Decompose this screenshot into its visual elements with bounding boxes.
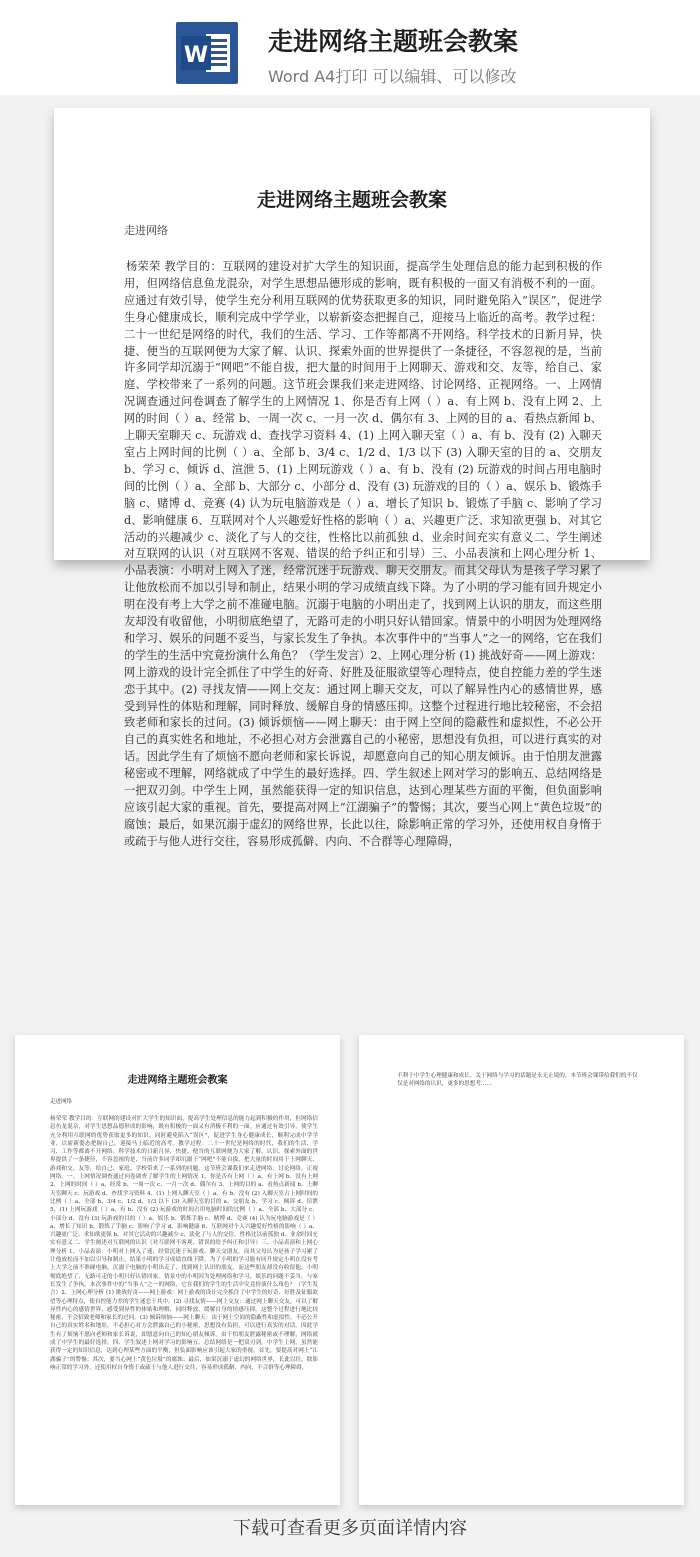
thumbnail-continuation-text: 不利于中学生心理健康和成长。关于网络与学习的话题是永无止境的，本节班会课带给我们的不仅仅是对网络的认识，更多的思想考……: [397, 1073, 638, 1088]
document-title: 走进网络主题班会教案: [256, 189, 447, 211]
page-thumbnail-2[interactable]: [359, 1035, 684, 1505]
word-icon-letter: W: [183, 43, 209, 68]
header-banner: [0, 0, 700, 95]
header-title: 走进网络主题班会教案: [268, 27, 519, 56]
document-body-text: 杨荣荣 教学目的：互联网的建设对扩大学生的知识面，提高学生处理信息的能力起到积极的作用，但网络信息鱼龙混杂，对学生思想品德形成的影响，既有积极的一面又有消极不利的一面。应通过有效引导，使学生充分利用互联网的优势获取更多的知识，同时避免陷入“误区”，促进学生身心健康成长，顺利完成中学学业，以崭新姿态把握自己，迎接马上临近的高考。教学过程：二十一世纪是网络的时代，我们的生活、学习、工作等都离不开网络。科学技术的日新月异，快捷、便当的互联网便为大家了解、认识、探索外面的世界提供了一条捷径，不容忽视的是，当前许多同学却沉溺于“网吧”不能自拔，把大量的时间用于上网聊天、游戏和交、友等，给自己、家庭、学校带来了一系列的问题。这节班会课我们来走进网络、讨论网络、正视网络。一、上网情况调查通过问卷调查了解学生的上网情况 1、你是否有上网（ ）a、有上网 b、没有上网 2、上网的时间（ ）a、经常 b、一周一次 c、一月一次 d、偶尔有 3、上网的目的 a、看热点新闻 b、上聊天室聊天 c、玩游戏 d、查找学习资料 4、(1) 上网入聊天室（ ）a、有 b、没有 (2) 入聊天室占上网时间的比例（ ）a、全部 b、3/4 c、1/2 d、1/3 以下 (3) 入聊天室的目的 a、交朋友 b、学习 c、倾诉 d、渲泄 5、(1) 上网玩游戏（ ）a、有 b、没有 (2) 玩游戏的时间占用电脑时间的比例（ ）a、全部 b、大部分 c、小部分 d、没有 (3) 玩游戏的目的（ ）a、娱乐 b、锻炼手脑 c、赌博 d、竞赛 (4) 认为玩电脑游戏是（ ）a、增长了知识 b、锻炼了手脑 c、影响了学习 d、影响健康 6、互联网对个人兴趣爱好性格的影响（ ）a、兴趣更广泛、求知欲更强 b、对其它活动的兴趣减少 c、淡化了与人的交往，性格比以前孤独 d、业余时间充实有意义二、学生阐述对互联网的认识（对互联网不客观、错误的给予纠正和引导）三、小品表演和上网心理分析 1、小品表演：小明对上网入了迷，经常沉迷于玩游戏、聊天交朋友。而其父母认为是孩子学习累了让他放松而不加以引导和制止，结果小明的学习成绩直线下降。为了小明的学习能有回升规定小明在没有考上大学之前不准碰电脑。沉溺于电脑的小明出走了，找到网上认识的朋友，而这些朋友却没有收留他，小明彻底绝望了，无路可走的小明只好认错回家。情景中的小明因为处理网络和学习、娱乐的问题不妥当，与家长发生了争执。本次事件中的“当事人”之一的网络，它在我们的学生的生活中究竟扮演什么角色？（学生发言）2、上网心理分析 (1) 挑战好奇——网上游戏：网上游戏的设计完全抓住了中学生的好奇、好胜及征服欲望等心理特点，使自控能力差的学生迷恋于其中。(2) 寻找友情——网上交友：通过网上聊天交友，可以了解异性内心的感情世界，感受到异性的体贴和理解，同时释放、缓解自身的情感压抑。这整个过程进行地比较秘密，不会招致老师和家长的过问。(3) 倾诉烦恼——网上聊天：由于网上空间的隐蔽性和虚拟性，不必公开自己的真实姓名和地址，不必担心对方会泄露自己的小秘密，思想没有负担，可以进行真实的对话。因此学生有了烦恼不愿向老师和家长诉说，却愿意向自己的知心朋友倾诉。由于怕朋友泄露秘密或不理解，网络就成了中学生的最好选择。四、学生叙述上网对学习的影响五、总结网络是一把双刃剑。中学生上网，虽然能获得一定的知识信息，达到心理某些方面的平衡，但负面影响应该引起大家的重视。首先，要提高对网上“江湖骗子”的警惕；其次，要当心网上“黄色垃圾”的腐蚀；最后，如果沉溺于虚幻的网络世界，长此以往，除影响正常的学习外，还使用权自身惰于或疏于与他人进行交往，容易形成孤僻、内向、不合群等心理障碍，: [124, 260, 602, 848]
thumbnail-body-text: 杨荣荣 教学目的：互联网的建设对扩大学生的知识面，提高学生处理信息的能力起到积极的作用，但网络信息鱼龙混杂，对学生思想品德形成的影响，既有积极的一面又有消极不利的一面。应通过有效引导，使学生充分利用互联网的优势获取更多的知识，同时避免陷入“误区”，促进学生身心健康成长，顺利完成中学学业，以崭新姿态把握自己，迎接马上临近的高考。教学过程：二十一世纪是网络的时代，我们的生活、学习、工作等都离不开网络。科学技术的日新月异，快捷、便当的互联网便为大家了解、认识、探索外面的世界提供了一条捷径，不容忽视的是，当前许多同学却沉溺于“网吧”不能自拔，把大量的时间用于上网聊天、游戏和交、友等，给自己、家庭、学校带来了一系列的问题。这节班会课我们来走进网络、讨论网络、正视网络。一、上网情况调查通过问卷调查了解学生的上网情况 1、你是否有上网（ ）a、有上网 b、没有上网 2、上网的时间（ ）a、经常 b、一周一次 c、一月一次 d、偶尔有 3、上网的目的 a、看热点新闻 b、上聊天室聊天 c、玩游戏 d、查找学习资料 4、(1) 上网入聊天室（ ）a、有 b、没有 (2) 入聊天室占上网时间的比例（ ）a、全部 b、3/4 c、1/2 d、1/3 以下 (3) 入聊天室的目的 a、交朋友 b、学习 c、倾诉 d、渲泄 5、(1) 上网玩游戏（ ）a、有 b、没有 (2) 玩游戏的时间占用电脑时间的比例（ ）a、全部 b、大部分 c、小部分 d、没有 (3) 玩游戏的目的（ ）a、娱乐 b、锻炼手脑 c、赌博 d、竞赛 (4) 认为玩电脑游戏是（ ）a、增长了知识 b、锻炼了手脑 c、影响了学习 d、影响健康 6、互联网对个人兴趣爱好性格的影响（ ）a、兴趣更广泛、求知欲更强 b、对其它活动的兴趣减少 c、淡化了与人的交往，性格比以前孤独 d、业余时间充实有意义二、学生阐述对互联网的认识（对互联网不客观、错误的给予纠正和引导）三、小品表演和上网心理分析 1、小品表演：小明对上网入了迷，经常沉迷于玩游戏、聊天交朋友。而其父母认为是孩子学习累了让他放松而不加以引导和制止，结果小明的学习成绩直线下降。为了小明的学习能有回升规定小明在没有考上大学之前不准碰电脑。沉溺于电脑的小明出走了，找到网上认识的朋友，而这些朋友却没有收留他，小明彻底绝望了，无路可走的小明只好认错回家。情景中的小明因为处理网络和学习、娱乐的问题不妥当，与家长发生了争执。本次事件中的“当事人”之一的网络，它在我们的学生的生活中究竟扮演什么角色？（学生发言）2、上网心理分析 (1) 挑战好奇——网上游戏：网上游戏的设计完全抓住了中学生的好奇、好胜及征服欲望等心理特点，使自控能力差的学生迷恋于其中。(2) 寻找友情——网上交友：通过网上聊天交友，可以了解异性内心的感情世界，感受到异性的体贴和理解，同时释放、缓解自身的情感压抑。这整个过程进行地比较秘密，不会招致老师和家长的过问。(3) 倾诉烦恼——网上聊天：由于网上空间的隐蔽性和虚拟性，不必公开自己的真实姓名和地址，不必担心对方会泄露自己的小秘密，思想没有负担，可以进行真实的对话。因此学生有了烦恼不愿向老师和家长诉说，却愿意向自己的知心朋友倾诉。由于怕朋友泄露秘密或不理解，网络就成了中学生的最好选择。四、学生叙述上网对学习的影响五、总结网络是一把双刃剑。中学生上网，虽然能获得一定的知识信息，达到心理某些方面的平衡，但负面影响应该引起大家的重视。首先，要提高对网上“江湖骗子”的警惕；其次，要当心网上“黄色垃圾”的腐蚀；最后，如果沉溺于虚幻的网络世界，长此以往，除影响正常的学习外，还使用权自身惰于或疏于与他人进行交往，容易形成孤僻、内向、不合群等心理障碍，: [50, 1116, 318, 1371]
header-subtitle: Word A4打印 可以编辑、可以修改: [268, 67, 517, 86]
document-author-line: 走进网络: [124, 224, 168, 237]
word-document-icon: [176, 22, 238, 84]
document-page-preview: [54, 108, 650, 848]
thumbnail-title: 走进网络主题班会教案: [127, 1075, 228, 1086]
page-thumbnail-1[interactable]: [15, 1035, 340, 1505]
download-more-note: 下载可查看更多页面详情内容: [233, 1518, 467, 1539]
thumbnail-author-line: 走进网络: [50, 1099, 73, 1105]
